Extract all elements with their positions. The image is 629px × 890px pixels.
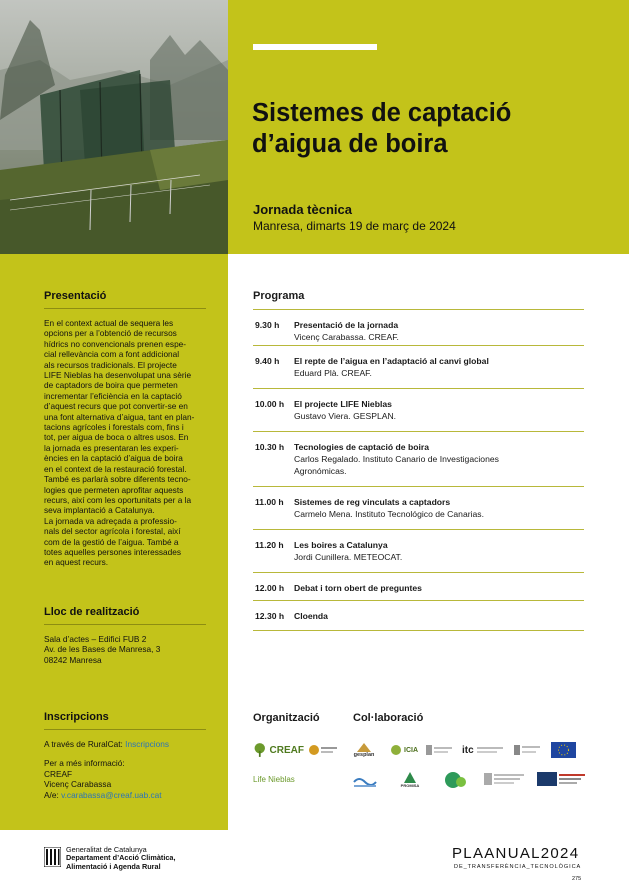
event-date-place: Manresa, dimarts 19 de març de 2024 [253,219,456,233]
address-line: Av. de les Bases de Manresa, 3 [44,644,161,655]
programa-content [294,583,584,600]
programa-item [253,573,584,601]
presentacio-line: LIFE Nieblas ha desenvolupat una sèrie [44,370,192,381]
inscripcions-link[interactable]: Inscripcions [125,739,169,749]
programa-time: 11.20 h [255,540,284,550]
presentacio-line: incrementar l’eficiència en la captació [44,390,182,401]
presentacio-line: opcions per a l’obtenció de recursos [44,328,177,339]
presentacio-text [44,318,206,568]
hidro-logo [352,772,378,790]
canarias-gov-logo-1 [426,744,452,756]
programa-time: 9.30 h [255,320,280,330]
info-person: Vicenç Carabassa [44,779,112,790]
programa-content [294,442,584,486]
promisa-logo [399,770,421,790]
presentacio-line: totes aquelles persones interessades [44,546,181,557]
hero-photo-fog-collectors [0,0,228,254]
section-inscripcions [44,711,206,800]
programa-title: Sistemes de reg vinculats a captadors [294,497,451,507]
programa-time: 10.30 h [255,442,285,452]
presentacio-line: ències en la captació d’aigua de boira [44,453,183,464]
presentacio-line: hídrics no convencionals prenen espe- [44,338,187,349]
programa-title: Cloenda [294,611,328,621]
programa-content [294,320,584,345]
info-label: Per a més informació: [44,758,125,769]
programa-item [253,389,584,432]
presentacio-line: tot, per aigua de boca o altres usos. En [44,432,189,443]
presentacio-line: una font alternativa d’aigua, tant en plan- [44,411,195,422]
programa-speaker: Jordi Cunillera. METEOCAT. [294,552,403,562]
creaf-logo [252,740,304,760]
presentacio-line: als recursos tradicionals. El projecte [44,359,177,370]
promisa-text: PROMISA [400,783,420,788]
meteocat-logo [537,771,585,787]
address-line: Sala d’actes – Edifici FUB 2 [44,634,147,644]
programa-speaker: Eduard Plà. CREAF. [294,368,372,378]
programa-heading: Programa [253,290,584,310]
email-link[interactable]: v.carabassa@creaf.uab.cat [61,789,162,800]
canarias-gov-logo-2 [514,743,540,757]
header-accent-bar [253,44,377,50]
programa-time: 12.30 h [255,611,285,621]
gen-line-1: Generalitat de Catalunya [66,845,147,854]
creaf-logo-text: CREAF [269,744,304,756]
programa-speaker: Agronómicas. [294,466,347,476]
collaboracio-heading: Col·laboració [353,712,424,724]
address-line: 08242 Manresa [44,654,102,665]
programa-section [253,290,584,631]
section-lloc [44,606,206,665]
presentacio-line: La jornada va adreçada a professio- [44,515,177,526]
presentacio-line: logies que permeten aprofitar aquests [44,484,184,495]
programa-time: 9.40 h [255,356,280,366]
programa-title: Tecnologies de captació de boira [294,442,429,452]
lloc-address [44,634,206,665]
presentacio-line: recurs, així com les oportunitats per a la [44,494,192,505]
generalitat-emblem-icon [44,847,61,867]
programa-item [253,432,584,487]
gesplan-text: gesplan [353,751,375,758]
presentacio-heading: Presentació [44,290,206,309]
ctfc-logo [308,742,338,758]
inscripcions-via: A través de RuralCat: [44,739,126,749]
programa-content [294,497,584,529]
presentacio-line: En el context actual de sequera les [44,318,174,328]
page-title [252,98,612,160]
itc-logo [462,742,508,758]
inscripcions-text [44,739,206,800]
programa-speaker: Carmelo Mena. Instituto Tecnológico de Canarias. [294,509,484,519]
programa-list [253,310,584,631]
gesplan-logo [352,741,376,759]
programa-title: Presentació de la jornada [294,320,399,330]
pla-anual-subtitle: DE_TRANSFERÈNCIA_TECNOLÒGICA [454,864,582,870]
presentacio-line: seva implantació a Catalunya. [44,505,155,516]
section-presentacio [44,290,206,568]
gen-line-3: Alimentació i Agenda Rural [66,861,161,871]
life-nieblas-logo [253,768,299,790]
presentacio-line: També es parlarà sobre diferents tecno- [44,474,191,485]
eu-flag-icon [551,742,576,758]
presentacio-line: tacions agrícoles i forestals com, fins i [44,422,184,433]
programa-time: 11.00 h [255,497,284,507]
inscripcions-heading: Inscripcions [44,711,206,730]
email-label: A/e: [44,789,62,800]
presentacio-line: cial rellevància com a font addicional [44,349,180,360]
programa-content [294,540,584,572]
programa-time: 12.00 h [255,583,285,593]
programa-speaker: Carlos Regalado. Instituto Canario de Investigaciones [294,454,499,464]
lloc-heading: Lloc de realització [44,606,206,625]
title-line-2: d’aigua de boira [252,130,448,158]
life-nieblas-text: Life Nieblas [253,774,295,784]
itc-text: itc [462,744,474,756]
programa-item [253,601,584,631]
programa-title: Debat i torn obert de preguntes [294,583,422,593]
event-type: Jornada tècnica [253,202,352,217]
organitzacio-heading: Organització [253,712,320,724]
pla-anual-title: PLAANUAL2024 [452,845,580,862]
creaf-tree-icon [252,741,268,759]
icia-text: ICIA [404,746,418,754]
presentacio-line: d’aquest recurs que pot convertir-se en [44,401,188,412]
gen-line-2: Departament d’Acció Climàtica, [66,853,176,863]
programa-content [294,611,584,630]
programa-title: Les boires a Catalunya [294,540,388,550]
presentacio-line: la jornada es presentaran les experi- [44,442,179,453]
programa-content [294,356,584,388]
programa-item [253,346,584,389]
catalonia-dept-logo [484,771,524,787]
programa-item [253,530,584,573]
title-line-1: Sistemes de captació [252,99,512,127]
programa-title: El repte de l’aigua en l’adaptació al canvi global [294,356,489,366]
programa-speaker: Gustavo Viera. GESPLAN. [294,411,397,421]
presentacio-line: en aquest recurs. [44,557,109,568]
programa-item [253,310,584,346]
programa-content [294,399,584,431]
generalitat-name [66,846,176,871]
header-panel [228,0,629,254]
presentacio-line: com de la gestió de l’aigua. També a [44,536,179,547]
icia-logo [387,743,421,757]
page-number: 275 [572,876,582,882]
presentacio-line: en el context de la restauració forestal. [44,463,187,474]
programa-time: 10.00 h [255,399,285,409]
presentacio-line: nals del sector agrícola i forestal, així [44,526,181,537]
programa-title: El projecte LIFE Nieblas [294,399,392,409]
programa-speaker: Vicenç Carabassa. CREAF. [294,332,399,342]
presentacio-line: de captadors de boira que permeten [44,380,178,391]
aigua-logo [441,770,469,790]
info-org: CREAF [44,768,73,779]
programa-item [253,487,584,530]
